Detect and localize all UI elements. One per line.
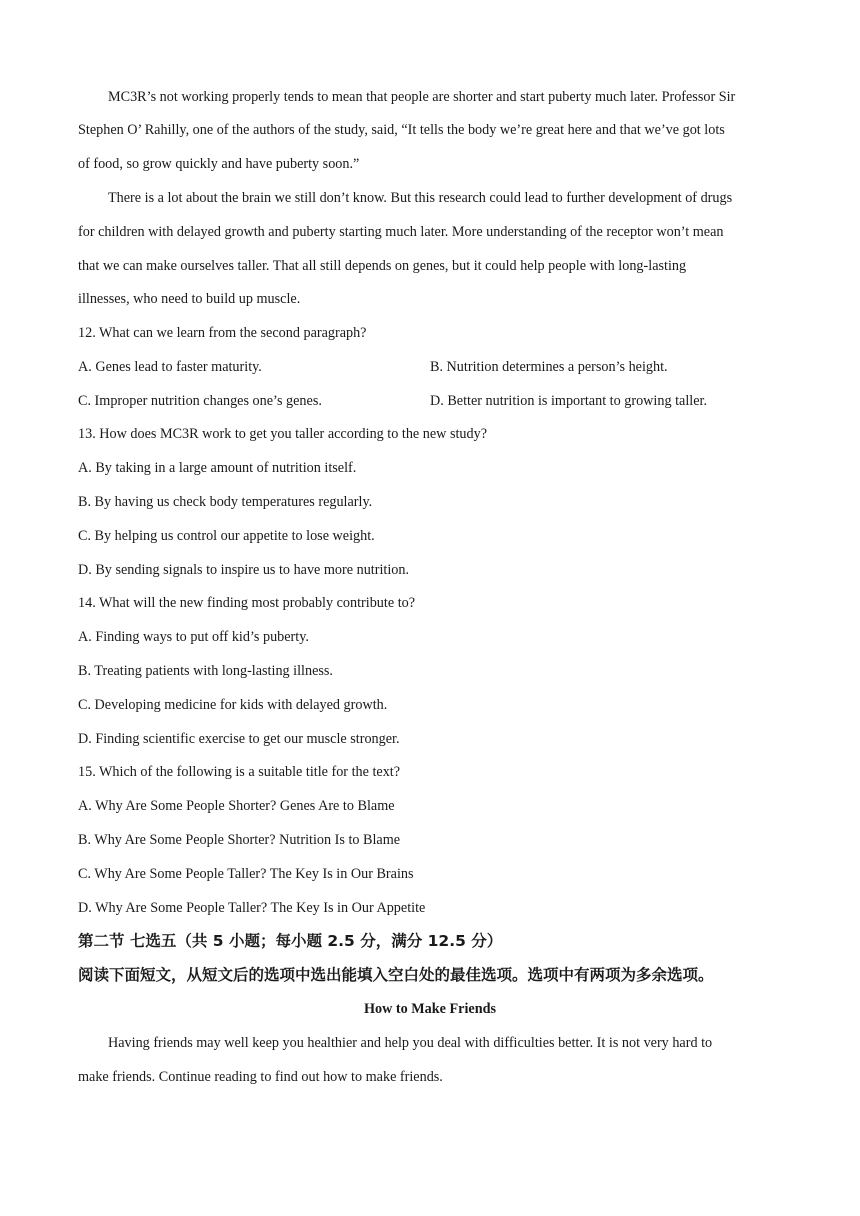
paragraph-1-line-2: Stephen O’ Rahilly, one of the authors of the study, said, “It tells the body we’re great here and that we’ve got lots xyxy=(78,122,725,138)
question-14-option-c: C. Developing medicine for kids with delayed growth. xyxy=(78,697,388,713)
passage-intro-line-1: Having friends may well keep you healthier and help you deal with difficulties better. It is not very hard to xyxy=(108,1035,713,1051)
question-13-stem: 13. How does MC3R work to get you taller according to the new study? xyxy=(78,426,487,442)
question-12-option-a: A. Genes lead to faster maturity. xyxy=(78,359,262,375)
paragraph-1-line-1: MC3R’s not working properly tends to mean that people are shorter and start puberty much later. Professor Sir xyxy=(108,89,736,105)
paragraph-2-line-2: for children with delayed growth and puberty starting much later. More understanding of the receptor won’t mean xyxy=(78,224,724,240)
question-12-option-c: C. Improper nutrition changes one’s genes. xyxy=(78,393,322,409)
question-14-option-b: B. Treating patients with long-lasting illness. xyxy=(78,663,333,679)
question-14-stem: 14. What will the new finding most probably contribute to? xyxy=(78,595,416,611)
paragraph-2-line-3: that we can make ourselves taller. That all still depends on genes, but it could help people with long-lasting xyxy=(78,258,687,274)
paragraph-2-line-4: illnesses, who need to build up muscle. xyxy=(78,291,301,307)
question-13-option-a: A. By taking in a large amount of nutrition itself. xyxy=(78,460,357,476)
question-15-option-a: A. Why Are Some People Shorter? Genes Are to Blame xyxy=(78,798,395,814)
question-12-option-d: D. Better nutrition is important to growing taller. xyxy=(430,393,708,409)
question-13-option-d: D. By sending signals to inspire us to have more nutrition. xyxy=(78,562,410,578)
question-15-option-d: D. Why Are Some People Taller? The Key Is in Our Appetite xyxy=(78,900,426,916)
question-15-option-b: B. Why Are Some People Shorter? Nutrition Is to Blame xyxy=(78,832,401,848)
question-15-option-c: C. Why Are Some People Taller? The Key Is in Our Brains xyxy=(78,866,414,882)
question-14-option-a: A. Finding ways to put off kid’s puberty. xyxy=(78,629,309,645)
section-instruction: 阅读下面短文，从短文后的选项中选出能填入空白处的最佳选项。选项中有两项为多余选项。 xyxy=(78,966,714,984)
passage-intro-line-2: make friends. Continue reading to find out how to make friends. xyxy=(78,1069,443,1085)
section-heading: 第二节 七选五（共 5 小题；每小题 2.5 分，满分 12.5 分） xyxy=(78,932,503,950)
question-12-option-b: B. Nutrition determines a person’s height. xyxy=(430,359,668,375)
question-15-stem: 15. Which of the following is a suitable title for the text? xyxy=(78,764,401,780)
question-14-option-d: D. Finding scientific exercise to get our muscle stronger. xyxy=(78,731,400,747)
question-13-option-b: B. By having us check body temperatures regularly. xyxy=(78,494,373,510)
passage-title: How to Make Friends xyxy=(363,1001,496,1017)
paragraph-2-line-1: There is a lot about the brain we still don’t know. But this research could lead to further development of drugs xyxy=(108,190,733,206)
question-13-option-c: C. By helping us control our appetite to lose weight. xyxy=(78,528,375,544)
paragraph-1-line-3: of food, so grow quickly and have puberty soon.” xyxy=(78,156,360,172)
question-12-stem: 12. What can we learn from the second paragraph? xyxy=(78,325,367,341)
